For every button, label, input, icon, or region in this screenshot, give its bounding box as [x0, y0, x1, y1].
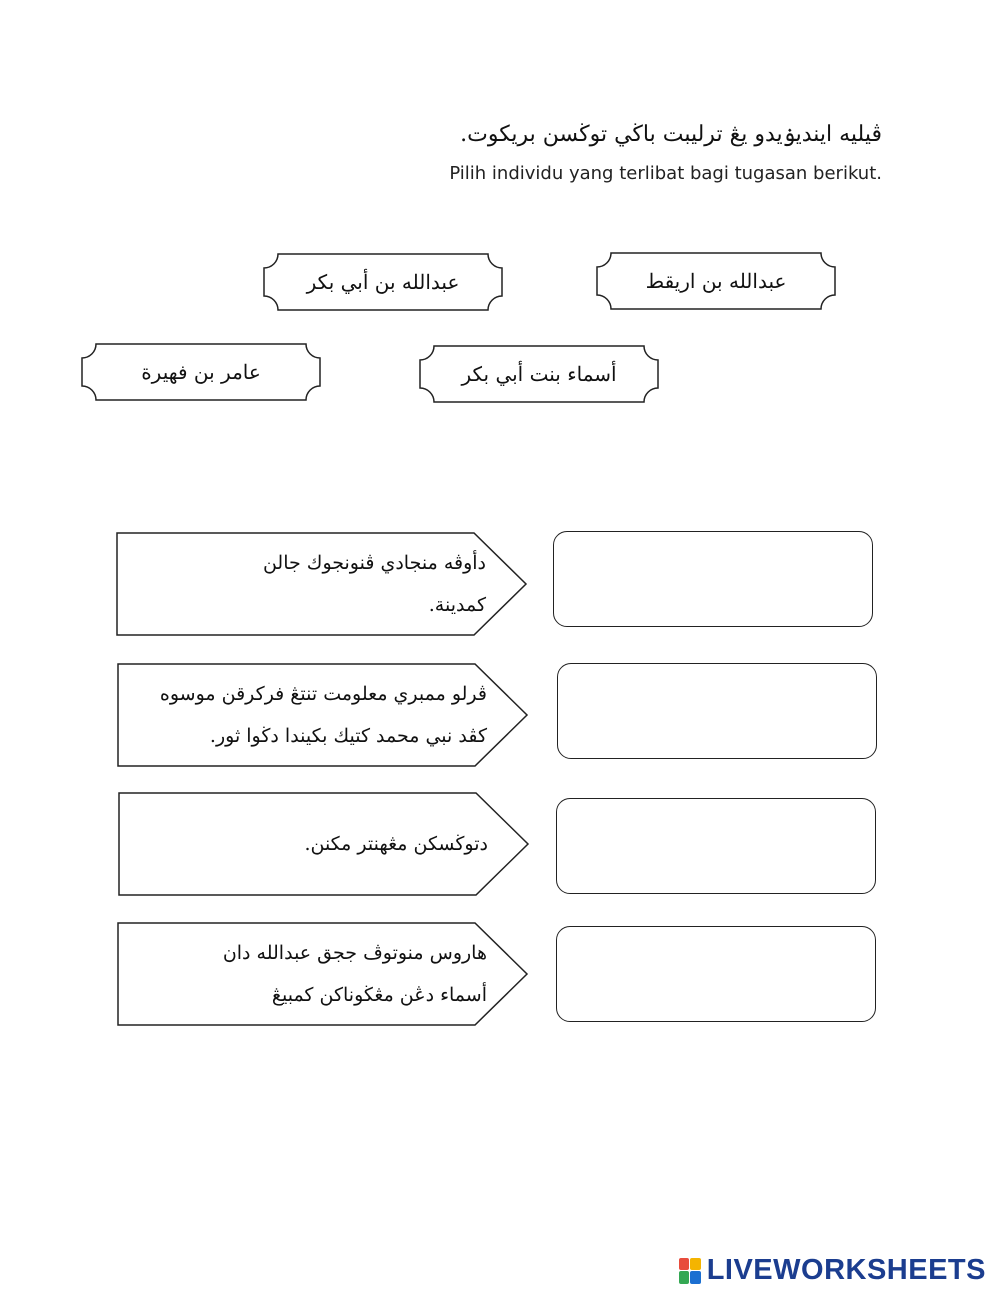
name-label: أسماء بنت أبي بكر	[461, 362, 617, 386]
logo-square	[690, 1271, 701, 1284]
name-card-amir-fuhayrah[interactable]	[80, 343, 322, 401]
liveworksheets-wordmark: LIVEWORKSHEETS	[706, 1254, 986, 1286]
name-label: عبدالله بن أبي بكر	[306, 270, 460, 294]
name-label: عامر بن فهيرة	[141, 360, 261, 384]
task-line-2: أسماء دڠن مڠڬوناکن كمبيڠ	[271, 984, 487, 1006]
answer-drop-box-1[interactable]	[553, 531, 873, 627]
task-line-1: دتوڬسکن مڠهنتر مکنن.	[304, 833, 488, 855]
instruction-rumi: Pilih individu yang terlibat bagi tugasan berikut.	[449, 163, 882, 184]
liveworksheets-brand	[679, 1254, 986, 1287]
task-text	[147, 663, 487, 767]
task-line-1: دأوڤه منجادي ڤنونجوك جالن	[262, 552, 486, 574]
task-text	[147, 922, 487, 1026]
logo-square	[679, 1271, 690, 1284]
task-text	[146, 532, 486, 636]
answer-drop-box-3[interactable]	[556, 798, 876, 894]
name-card-asma-abu-bakr[interactable]	[418, 345, 660, 403]
answer-drop-box-2[interactable]	[557, 663, 877, 759]
task-card-4	[117, 922, 529, 1026]
logo-square	[690, 1258, 701, 1271]
task-text	[148, 792, 488, 896]
task-line-2: كمدينة.	[428, 594, 486, 616]
task-card-2	[117, 663, 529, 767]
task-card-1	[116, 532, 528, 636]
task-line-2: كڤد نبي محمد كتيك بکيندا دڬوا ثور.	[209, 725, 487, 747]
name-card-abdullah-abu-bakr[interactable]	[262, 253, 504, 311]
answer-drop-box-4[interactable]	[556, 926, 876, 1022]
liveworksheets-logo-icon	[679, 1258, 701, 1284]
task-card-3	[118, 792, 530, 896]
name-card-abdullah-uraiqit[interactable]	[595, 252, 837, 310]
logo-square	[679, 1258, 690, 1271]
name-label: عبدالله بن اريقط	[645, 269, 787, 293]
instruction-jawi: ڤيليه اينديۏيدو يڠ ترليبت باڬي توڬسن بريکوت.	[460, 122, 882, 147]
task-line-1: هاروس منوتوڤ ججق عبدالله دان	[222, 942, 487, 964]
task-line-1: ڤرلو ممبري معلومت تنتڠ فرکرقن موسوه	[159, 683, 487, 705]
